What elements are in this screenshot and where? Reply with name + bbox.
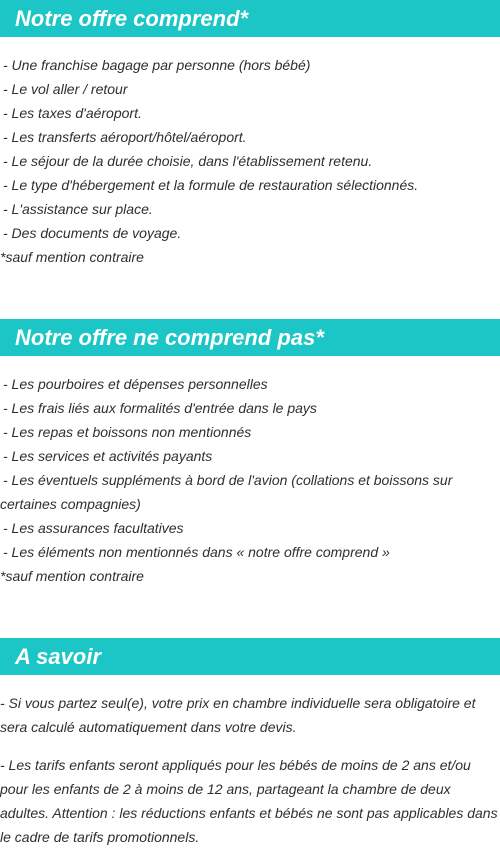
list-item: - Les éventuels suppléments à bord de l'avion (collations et boissons sur certaines compagnies)	[0, 472, 453, 512]
included-note: *sauf mention contraire	[0, 249, 144, 265]
excluded-list	[0, 372, 500, 564]
excluded-note: *sauf mention contraire	[0, 568, 144, 584]
list-item: - Les éléments non mentionnés dans « notre offre comprend »	[3, 544, 390, 560]
list-item: - Des documents de voyage.	[3, 225, 182, 241]
good-to-know-header: A savoir	[0, 638, 500, 675]
good-to-know-section	[0, 638, 500, 849]
child-rates-paragraph: - Les tarifs enfants seront appliqués pour les bébés de moins de 2 ans et/ou pour les enfants de 2 à moins de 12 ans, partageant la chambre de deux adultes. Attention : les réductions enfants et bébés ne sont pas applicables dans le cadre de tarifs promotionnels.	[0, 757, 498, 845]
list-item: - Une franchise bagage par personne (hors bébé)	[3, 57, 311, 73]
list-item: - Les frais liés aux formalités d'entrée dans le pays	[3, 400, 317, 416]
list-item: - Le séjour de la durée choisie, dans l'établissement retenu.	[3, 153, 373, 169]
list-item: - Les transferts aéroport/hôtel/aéroport.	[3, 129, 247, 145]
list-item: - Les repas et boissons non mentionnés	[3, 424, 252, 440]
included-list	[0, 53, 500, 245]
list-item: - Le vol aller / retour	[3, 81, 128, 97]
list-item: - Les services et activités payants	[3, 448, 213, 464]
excluded-section	[0, 319, 500, 588]
included-section	[0, 0, 500, 269]
list-item: - Les taxes d'aéroport.	[3, 105, 142, 121]
excluded-header: Notre offre ne comprend pas*	[0, 319, 500, 356]
included-header: Notre offre comprend*	[0, 0, 500, 37]
list-item: - Les assurances facultatives	[3, 520, 184, 536]
list-item: - Les pourboires et dépenses personnelles	[3, 376, 268, 392]
solo-traveler-paragraph: - Si vous partez seul(e), votre prix en chambre individuelle sera obligatoire et sera calculé automatiquement dans votre devis.	[0, 695, 476, 735]
list-item: - L'assistance sur place.	[3, 201, 153, 217]
list-item: - Le type d'hébergement et la formule de restauration sélectionnés.	[3, 177, 419, 193]
